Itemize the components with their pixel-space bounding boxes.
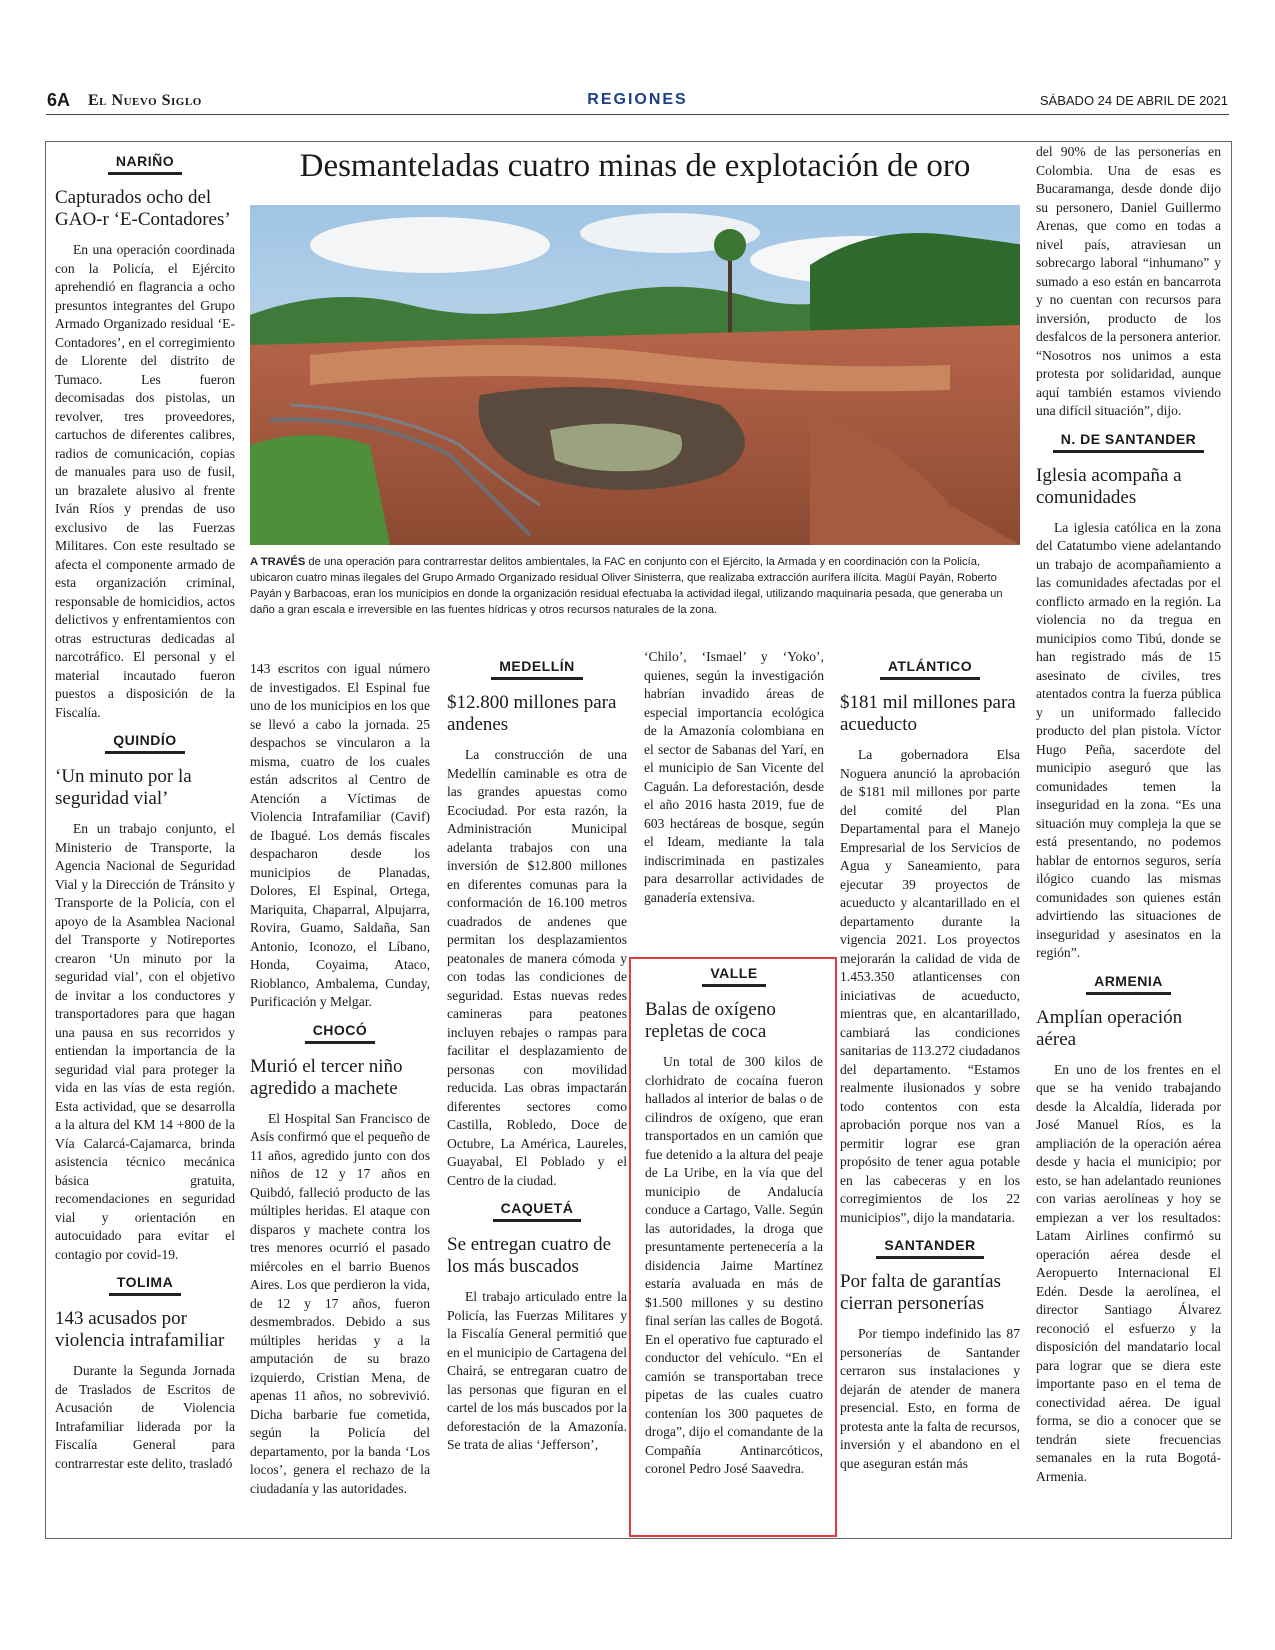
valle-article <box>645 959 823 1479</box>
section-heading-atlantico: ATLÁNTICO <box>880 658 980 680</box>
mining-site-photo <box>250 205 1020 545</box>
body-quindio: En un trabajo conjunto, el Ministerio de Transporte, la Agencia Nacional de Seguridad Vial y la Dirección de Tránsito y Transporte de la Policía, con el apoyo de la Asamblea Nacional del Transporte y Notireportes crearon ‘Un minuto por la seguridad vial’, con el objetivo de invitar a los conductores y transportadores para que hagan una pausa en sus recorridos y entiendan la importancia de la seguridad vial para proteger la vida en las vías de esta región. Esta actividad, que se desarrolla a la altura del KM 14 +800 de la Vía Calarcá-Cajamarca, brinda asistencia técnico mecánica básica gratuita, recomendaciones en seguridad vial y orientación en autocuidado para evitar el contagio por covid-19. <box>55 821 235 1262</box>
body-medellin: La construcción de una Medellín caminable es otra de las grandes apuestas como Ecociudad. Por esta razón, la Administración Municipal adelanta trabajos con una inversión de $12.800 millones en diferentes comunas para la conformación de 16.100 metros cuadrados de andenes que permitan los desplazamientos peatonales de manera cómoda y con todas las condiciones de seguridad. Estas nuevas redes camineras para peatones incluyen rebajes o rampas para facilitar el desplazamiento de personas con movilidad reducida. Las obras impactarán diferentes sectores como Castilla, Robledo, Doce de Octubre, La América, Laureles, Guayabal, El Poblado y el Centro de la ciudad. <box>447 747 627 1188</box>
headline-choco: Murió el tercer niño agredido a machete <box>250 1055 403 1099</box>
column-6 <box>1036 143 1221 1486</box>
column-1 <box>55 143 235 1473</box>
headline-armenia: Amplían operación aérea <box>1036 1006 1183 1050</box>
issue-date: SÁBADO 24 DE ABRIL DE 2021 <box>1039 93 1228 108</box>
section-heading-choco: CHOCÓ <box>305 1022 376 1044</box>
caption-text: de una operación para contrarrestar delitos ambientales, la FAC en conjunto con el Ejército, la Armada y en coordinación con la Policía, ubicaron cuatro minas ilegales del Grupo Armado Organizado residual Oliver Sinisterra, que realizaba extracción aurífera ilícita. Magüí Payán, Roberto Payán y Barbacoas, eran los municipios en donde la organización residual efectuaba la actividad ilegal, utilizando maquinaria pesada, que generaba un daño a gran escala e irreversible en las fuentes hídricas y otros recursos naturales de la zona. <box>250 556 1003 616</box>
body-choco: El Hospital San Francisco de Asís confirmó que el pequeño de 11 años, agredido junto con dos niños de 12 y 17 años en Quibdó, falleció producto de las múltiples heridas. El ataque con disparos y machete contra los tres menores ocurrió el pasado miércoles en el barrio Buenos Aires. Los que perdieron la vida, de 12 y 17 años, fueron desmembrados. Debido a sus múltiples heridas y a la amputación de su brazo izquierdo, Cristian Mena, de apenas 11 años, no sobrevivió. Dicha barbarie fue cometida, según la Policía del departamento, por la banda ‘Los locos’, genera el rechazo de la ciudadanía y las autoridades. <box>250 1110 430 1496</box>
section-heading-narino: NARIÑO <box>108 153 182 175</box>
body-valle: Un total de 300 kilos de clorhidrato de cocaína fueron hallados al interior de balas o de cilindros de oxígeno, que eran transportados en un camión que fue detenido a la altura del peaje de La Uribe, en la vía que del municipio de Andalucía conduce a Cartago, Valle. Según las autoridades, la droga que presuntamente pertenecería a la disidencia Jaime Martínez estaría avaluada en más de $1.500 millones y su destino final serían las calles de Bogotá. En el operativo fue capturado el conductor del vehículo. “En el camión se transportaban trece pipetas de las cuales cuatro contenían los 300 paquetes de droga”, dijo el comandante de la Compañía Antinarcóticos, coronel Pedro José Saavedra. <box>645 1054 823 1476</box>
column-5 <box>840 648 1020 1473</box>
headline-atlantico: $181 mil millones para acueducto <box>840 692 1016 735</box>
headline-tolima: 143 acusados por violencia intrafamiliar <box>55 1308 225 1351</box>
section-heading-santander: SANTANDER <box>876 1237 983 1259</box>
publication-name: El Nuevo Siglo <box>88 92 202 109</box>
header-rule <box>46 114 1229 115</box>
body-atlantico: La gobernadora Elsa Noguera anunció la aprobación de $181 mil millones por parte del comité del Plan Departamental para el Manejo Empresarial de los Servicios de Agua y Saneamiento, para ejecutar 39 proyectos de acueducto y alcantarillado en el departamento durante la vigencia 2021. Los proyectos mejorarán la calidad de vida de 1.453.350 atlanticenses con iniciativas de acueducto, mientras que, en alcantarillado, cambiará las condiciones sanitarias de 113.272 ciudadanos del departamento. “Estamos realmente ilusionados y sobre todo contentos con esta aprobación porque nos van a permitir lograr ese gran propósito de tener agua potable en las cabeceras y en los corregimientos de los 22 municipios”, dijo la mandataria. <box>840 747 1020 1225</box>
caption-lead: A TRAVÉS <box>250 556 306 568</box>
highlighted-article-box <box>629 957 837 1537</box>
body-tolima: Durante la Segunda Jornada de Traslados de Escritos de Acusación de Violencia Intrafamiliar liderada por la Fiscalía General para contrarrestar este delito, trasladó <box>55 1363 235 1471</box>
section-heading-armenia: ARMENIA <box>1086 973 1171 995</box>
photo-caption <box>250 554 1020 618</box>
headline-narino: Capturados ocho del GAO-r ‘E-Contadores’ <box>55 187 231 230</box>
section-label: REGIONES <box>587 91 688 108</box>
body-armenia: En uno de los frentes en el que se ha venido trabajando desde la Alcaldía, liderada por José Manuel Ríos, es la ampliación de la operación aérea desde y hacia el municipio; por esto, se han adelantado reuniones con varias aerolíneas y hoy se empiezan a ver los resultados: Latam Airlines confirmó su operación aérea desde el Aeropuerto Internacional El Edén. Desde la aerolínea, el director Santiago Álvarez reconoció el esfuerzo y la disposición del mandatario local para lograr que se diera este importante paso en el tema de conectividad aérea. De igual forma, se dio a conocer que se tendrán siete frecuencias semanales en la ruta Bogotá-Armenia. <box>1036 1061 1221 1484</box>
body-caqueta: El trabajo articulado entre la Policía, las Fuerzas Militares y la Fiscalía General permitió que en el municipio de Cartagena del Chairá, se entregaran cuatro de las personas que figuran en el cartel de los más buscados por la deforestación de la Amazonía. Se trata de alias ‘Jefferson’, <box>447 1289 627 1452</box>
section-heading-caqueta: CAQUETÁ <box>493 1200 582 1222</box>
body-caqueta-continued: ‘Chilo’, ‘Ismael’ y ‘Yoko’, quienes, según la investigación habrían invadido áreas de especial importancia ecológica de la Amazonía colombiana en el sector de Sabanas del Yarí, en el municipio de San Vicente del Caguán. La deforestación, desde el año 2016 hasta 2019, fue de 603 hectáreas de bosque, según el Ideam, mediante la tala indiscriminada en pastizales para desarrollar actividades de ganadería extensiva. <box>644 649 824 905</box>
body-n-santander: La iglesia católica en la zona del Catatumbo viene adelantando un trabajo de acompañamiento a las comunidades afectadas por el conflicto armado en la región. La violencia no da tregua en municipios como Tibú, donde se han registrado más de 15 asesinato de civiles, tres atentados contra la fuerza pública y un uniformado fallecido producto del plan pistola. Víctor Hugo Peña, sacerdote del municipio aseguró que las comunidades temen la inseguridad en la zona. “Es una situación muy compleja la que se está presentando, no podemos hablar de entornos seguros, sería ilógico cuando las mismas comunidades son quienes están advirtiendo las situaciones de inseguridad y asesinatos en la región”. <box>1036 519 1221 960</box>
section-heading-medellin: MEDELLÍN <box>491 658 583 680</box>
headline-valle: Balas de oxígeno repletas de coca <box>645 999 776 1042</box>
body-santander-continued: del 90% de las personerías en Colombia. Una de esas es Bucaramanga, desde donde dijo su personero, Daniel Guillermo Arenas, que como en todas a nivel país, atraviesan un sobrecargo laboral “inhumano” y sumado a eso están en bancarrota y no cuentan con recursos para inversión, producto de los desfalcos de la personera anterior. “Nosotros nos unimos a esta protesta por solidaridad, aunque aquí también estamos viviendo una difícil situación”, dijo. <box>1036 144 1221 418</box>
body-tolima-continued: 143 escritos con igual número de investigados. El Espinal fue uno de los municipios en los que se llevó a cabo la jornada. 25 despachos se vincularon a la misma, cuatro de los cuales están adscritos al Centro de Atención a Víctimas de Violencia Intrafamiliar (Cavif) de Ibagué. Los demás fiscales despacharon desde los municipios de Planadas, Dolores, El Espinal, Ortega, Mariquita, Chaparral, Alpujarra, Rovira, Guamo, Saldaña, San Antonio, Iconozo, el Líbano, Honda, Coyaima, Ataco, Rioblanco, Ambalema, Cunday, Purificación y Melgar. <box>250 661 430 1009</box>
headline-n-santander: Iglesia acompaña a comunidades <box>1036 464 1182 508</box>
headline-santander: Por falta de garantías cierran personerías <box>840 1271 1001 1314</box>
headline-medellin: $12.800 millones para andenes <box>447 692 617 735</box>
headline-caqueta: Se entregan cuatro de los más buscados <box>447 1234 612 1277</box>
page-number: 6A <box>47 90 71 110</box>
section-heading-valle: VALLE <box>702 965 765 987</box>
column-4 <box>644 648 824 907</box>
section-heading-n-santander: N. DE SANTANDER <box>1053 431 1205 453</box>
headline-quindio: ‘Un minuto por la seguridad vial’ <box>55 766 192 809</box>
column-2 <box>250 660 430 1498</box>
body-santander: Por tiempo indefinido las 87 personerías de Santander cerraron sus instalaciones y dejarán de atender de manera presencial. Esto, en forma de protesta ante la falta de recursos, inversión y el abandono en el que aseguran están más <box>840 1326 1020 1471</box>
column-3 <box>447 648 627 1455</box>
main-headline: Desmanteladas cuatro minas de explotación de oro <box>299 148 971 184</box>
body-narino: En una operación coordinada con la Policía, el Ejército aprehendió en flagrancia a ocho presuntos integrantes del Grupo Armado Organizado residual ‘E-Contadores’, en el corregimiento de Llorente del distrito de Tumaco. Les fueron decomisadas dos pistolas, un revolver, tres proveedores, cartuchos de diferentes calibres, radios de comunicación, copias de manuales para uso de fusil, un brazalete alusivo al frente Iván Ríos y prendas de uso exclusivo de las Fuerzas Militares. Con este resultado se afecta el componente armado de esta organización criminal, responsable de homicidios, actos delictivos y enfrentamientos con otras estructuras dedicadas al narcotráfico. El personal y el material incautado fueron puestos a disposición de la Fiscalía. <box>55 242 235 720</box>
section-heading-quindio: QUINDÍO <box>105 732 184 754</box>
section-heading-tolima: TOLIMA <box>109 1274 181 1296</box>
